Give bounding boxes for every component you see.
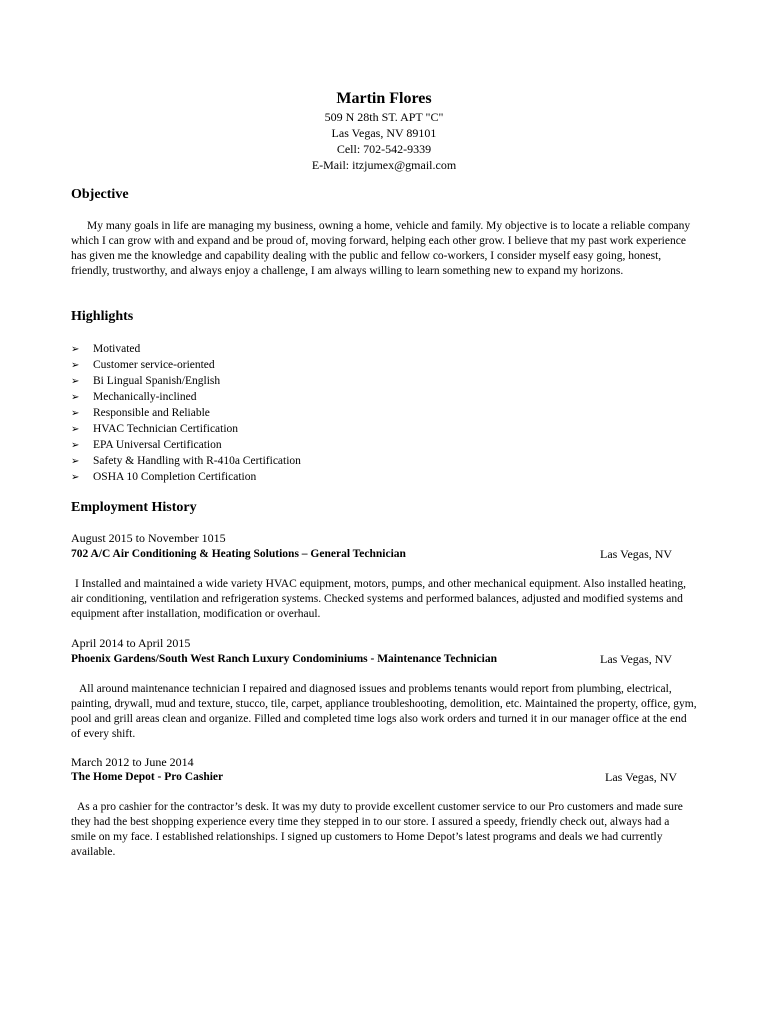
list-item — [71, 469, 301, 485]
job-description: All around maintenance technician I repaired and diagnosed issues and problems tenants would report from plumbing, electrical, painting, drywall, mud and texture, stucco, tile, carpet, appliance troubleshooting, demolition, etc. Maintained the property, office, gym, pool and grill areas clean and organize. Filled and completed time logs also work orders and turned it in our manager office at the end of every shift. — [71, 683, 697, 740]
list-item — [71, 421, 301, 437]
list-item — [71, 389, 301, 405]
highlight-text: Customer service-oriented — [93, 359, 215, 371]
cell-phone: Cell: 702-542-9339 — [336, 142, 432, 156]
highlights-heading: Highlights — [71, 309, 134, 324]
employment-heading: Employment History — [71, 500, 197, 515]
job-dates: August 2015 to November 1015 — [71, 531, 226, 545]
list-item — [71, 341, 301, 357]
job-location: Las Vegas, NV — [600, 652, 673, 666]
arrow-bullet-icon: ➢ — [71, 376, 80, 387]
list-item — [71, 405, 301, 421]
arrow-bullet-icon: ➢ — [71, 344, 80, 355]
job-location: Las Vegas, NV — [600, 547, 673, 561]
job-title: 702 A/C Air Conditioning & Heating Solutions – General Technician — [71, 548, 406, 560]
applicant-name: Martin Flores — [336, 90, 432, 107]
email-address: E-Mail: itzjumex@gmail.com — [311, 158, 457, 172]
city-state-zip: Las Vegas, NV 89101 — [331, 126, 437, 140]
highlights-list — [71, 341, 301, 485]
job-description: I Installed and maintained a wide variety HVAC equipment, motors, pumps, and other mechanical equipment. Also installed heating, air conditioning, ventilation and refrigeration systems. Checked systems and performed balances, adjusted and modified systems and equipment after installation, modification or overhaul. — [71, 578, 687, 620]
job-title: The Home Depot - Pro Cashier — [71, 771, 224, 783]
job-dates: April 2014 to April 2015 — [71, 636, 191, 650]
highlight-text: Safety & Handling with R-410a Certification — [93, 455, 301, 467]
job-location: Las Vegas, NV — [605, 770, 678, 784]
highlight-text: Mechanically-inclined — [93, 391, 197, 403]
highlight-text: EPA Universal Certification — [93, 439, 222, 451]
list-item — [71, 373, 301, 389]
list-item — [71, 437, 301, 453]
street-address: 509 N 28th ST. APT "C" — [324, 110, 444, 124]
highlight-text: Responsible and Reliable — [93, 407, 210, 419]
arrow-bullet-icon: ➢ — [71, 472, 80, 483]
objective-paragraph: My many goals in life are managing my business, owning a home, vehicle and family. My objective is to locate a reliable company which I can grow with and expand and be proud of, moving forward, helping each other grow. I believe that my past work experience has given me the knowledge and capability dealing with the public and fellow co-workers, I consider myself easy going, honest, friendly, trustworthy, and always enjoy a challenge, I am always willing to learn something new to expand my horizons. — [71, 220, 691, 277]
job-dates: March 2012 to June 2014 — [71, 755, 194, 769]
resume-header — [0, 89, 768, 173]
list-item — [71, 357, 301, 373]
arrow-bullet-icon: ➢ — [71, 456, 80, 467]
job-title: Phoenix Gardens/South West Ranch Luxury Condominiums - Maintenance Technician — [71, 653, 497, 665]
highlight-text: HVAC Technician Certification — [93, 423, 239, 435]
arrow-bullet-icon: ➢ — [71, 392, 80, 403]
highlight-text: OSHA 10 Completion Certification — [93, 471, 257, 483]
highlight-text: Bi Lingual Spanish/English — [93, 375, 221, 387]
objective-heading: Objective — [71, 187, 129, 202]
highlight-text: Motivated — [93, 343, 141, 355]
list-item — [71, 453, 301, 469]
arrow-bullet-icon: ➢ — [71, 440, 80, 451]
job-description: As a pro cashier for the contractor’s desk. It was my duty to provide excellent customer service to our Pro customers and made sure they had the best shopping experience every time they stepped in to our store. I assured a speedy, friendly check out, always had a smile on my face. I established relationships. I signed up customers to Home Depot’s latest programs and deals we had currently available. — [71, 801, 683, 858]
arrow-bullet-icon: ➢ — [71, 424, 80, 435]
arrow-bullet-icon: ➢ — [71, 408, 80, 419]
arrow-bullet-icon: ➢ — [71, 360, 80, 371]
